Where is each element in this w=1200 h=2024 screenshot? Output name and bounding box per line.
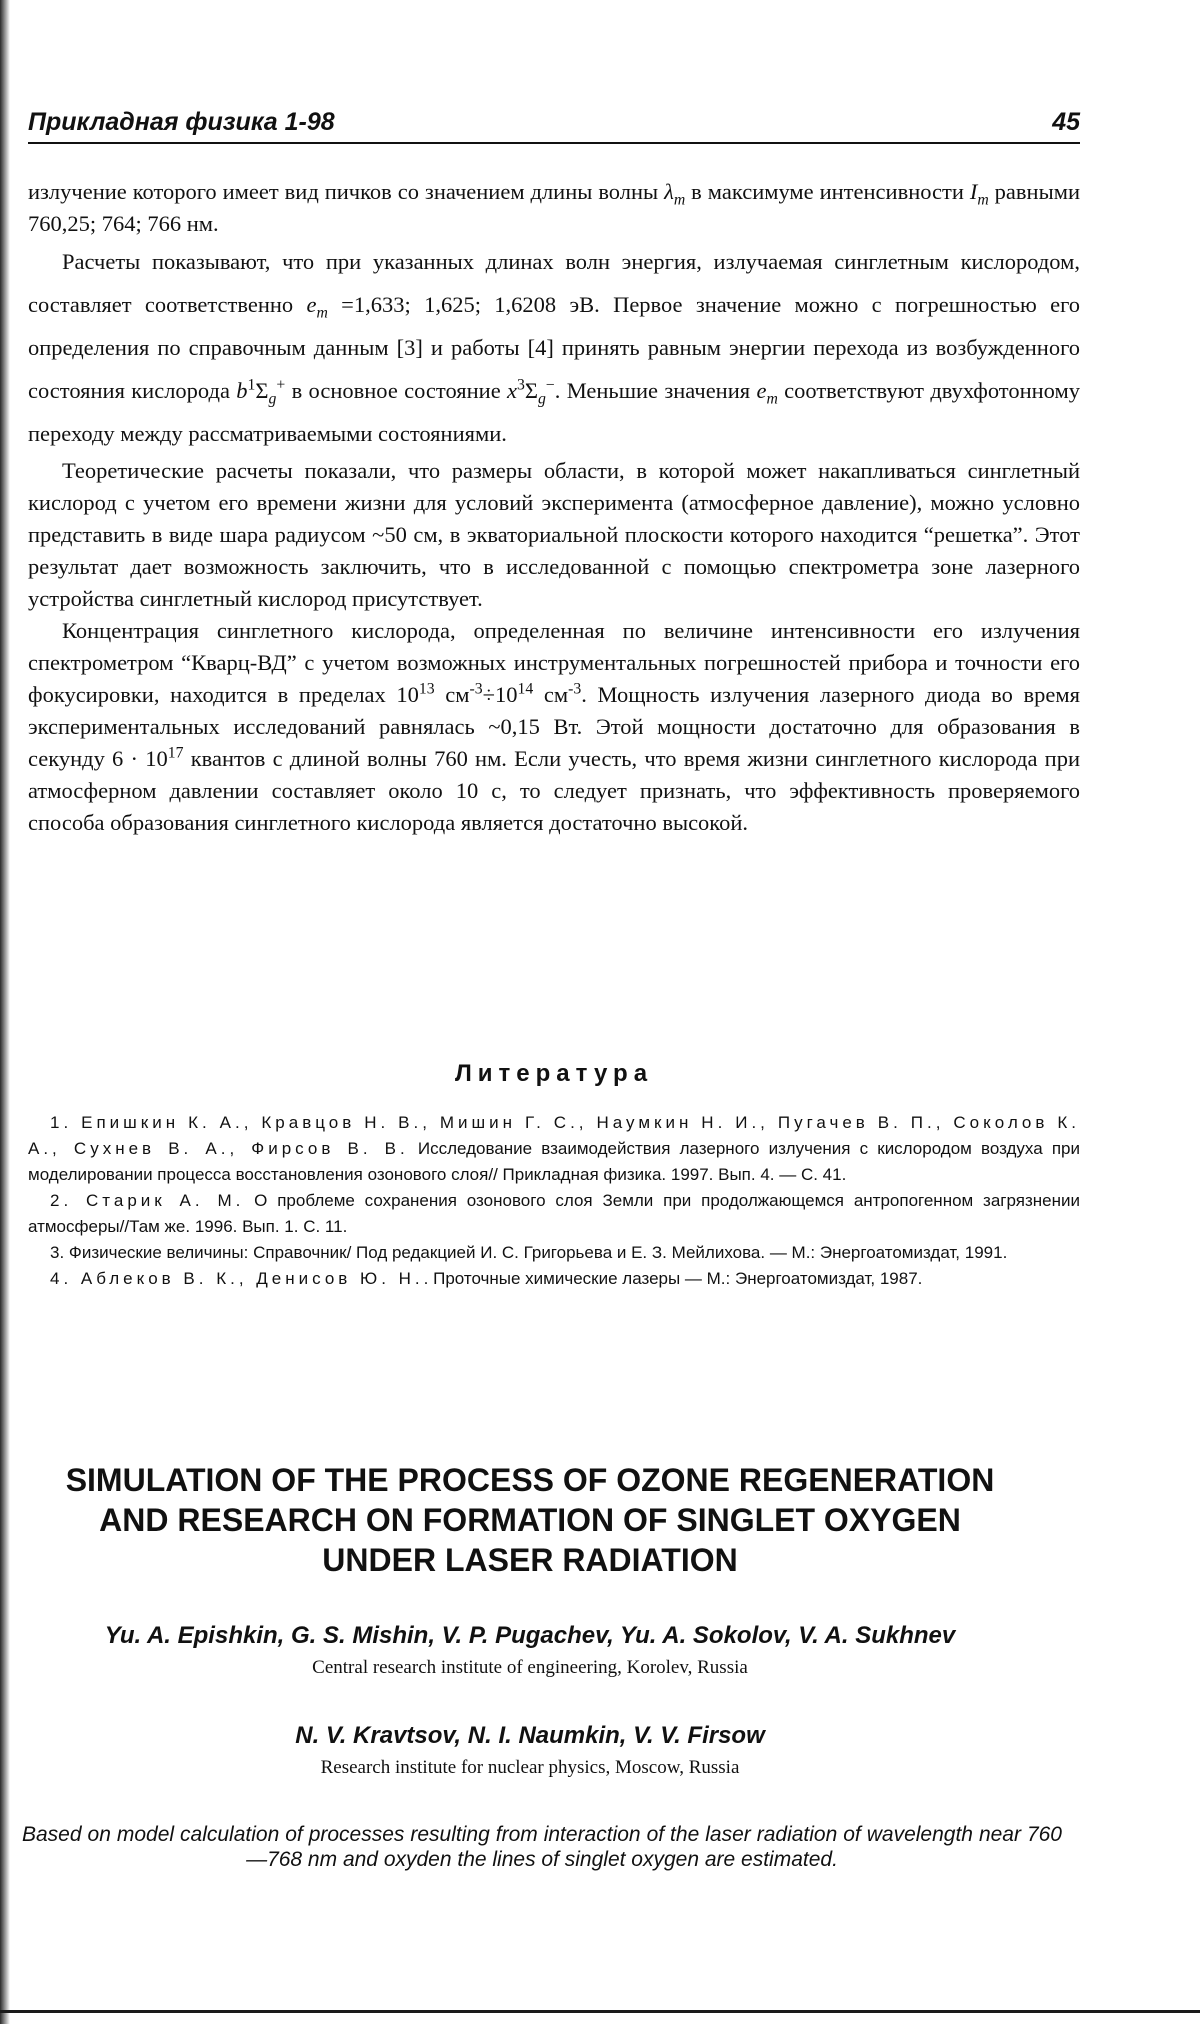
page-number: 45	[1052, 108, 1080, 136]
paragraph-1: излучение которого имеет вид пичков со значением длины волны $\lambda_m$ в максимуме интенсивности $I_m$ равными 760,25; 764; 766 нм.	[28, 179, 1080, 236]
scan-left-edge	[0, 0, 10, 2024]
references-title: Литература	[454, 1060, 654, 1087]
paragraph-3: Теоретические расчеты показали, что размеры области, в которой может накапливаться синглетный кислород с учетом его времени жизни для условий эксперимента (атмосферное давление), можно условно представить в виде шара радиусом ~50 см, в экваториальной плоскости которого находится “решетка”. Этот результат дает возможность заключить, что в исследованной с помощью спектрометра зоне лазерного устройства синглетный кислород присутствует.	[28, 458, 1080, 611]
reference-3: 3. Физические величины: Справочник/ Под редакцией И. С. Григорьева и Е. З. Мейлихова. — М.: Энергоатомиздат, 1991.	[50, 1243, 1008, 1262]
paragraph-4: Концентрация синглетного кислорода, определенная по величине интенсивности его излучения спектрометром “Кварц-ВД” с учетом возможных инструментальных погрешностей прибора и точности его фокусировки, находится в пределах $10^{13}$ $см^{-3}\div 10^{14}$ $см^{-3}$. Мощность излучения лазерного диода во время экспериментальных исследований равнялась ~0,15 Вт. Этой мощности достаточно для образования в секунду $6 \cdot 10^{17}$ квантов с длиной волны 760 нм. Если учесть, что время жизни синглетного кислорода при атмосферном давлении составляет около 10 с, то следует признать, что эффективность проверяемого способа образования синглетного кислорода является достаточно высокой.	[28, 618, 1081, 835]
authors-group-1: Yu. A. Epishkin, G. S. Mishin, V. P. Pugachev, Yu. A. Sokolov, V. A. Sukhnev	[104, 1622, 956, 1649]
english-title-line-1: SIMULATION OF THE PROCESS OF OZONE REGENERATION	[65, 1462, 995, 1498]
affiliation-1: Central research institute of engineering, Korolev, Russia	[312, 1657, 748, 1678]
english-abstract: Based on model calculation of processes resulting from interaction of the laser radiation of wavelength near 760—768 nm and oxyden the lines of singlet oxygen are estimated.	[22, 1823, 1062, 1871]
reference-4: 4. Аблеков В. К., Денисов Ю. Н.. Проточные химические лазеры — М.: Энергоатомиздат, 1987.	[50, 1269, 923, 1288]
english-title-line-2: AND RESEARCH ON FORMATION OF SINGLET OXYGEN	[99, 1502, 961, 1538]
paragraph-2: Расчеты показывают, что при указанных длинах волн энергия, излучаемая синглетным кислородом, составляет соответственно $e_m =1,633$; 1,625; 1,6208 эВ. Первое значение можно с погрешностью его определения по справочным данным [3] и работы [4] принять равным энергии перехода из возбужденного состояния кислорода $b^1\Sigma_g^+$ в основное состояние $x^3\Sigma_g^-$. Меньшие значения $e_m$ соответствуют двухфотонному переходу между рассматриваемыми состояниями.	[28, 249, 1080, 446]
running-head	[28, 108, 1080, 144]
scan-bottom-edge	[0, 2010, 1200, 2013]
authors-group-2: N. V. Kravtsov, N. I. Naumkin, V. V. Firsow	[295, 1722, 765, 1749]
reference-1: 1. Епишкин К. А., Кравцов Н. В., Мишин Г. С., Наумкин Н. И., Пугачев В. П., Соколов К. А., Сухнев В. А., Фирсов В. В. Исследование взаимодействия лазерного излучения с кислородом воздуха при моделировании процесса восстановления озонового слоя// Прикладная физика. 1997. Вып. 4. — С. 41.	[28, 1113, 1080, 1184]
journal-title: Прикладная физика 1-98	[28, 108, 335, 136]
references-list	[28, 1110, 1080, 1292]
reference-2: 2. Старик А. М. О проблеме сохранения озонового слоя Земли при продолжающемся антропогенном загрязнении атмосферы//Там же. 1996. Вып. 1. С. 11.	[28, 1191, 1080, 1236]
affiliation-2: Research institute for nuclear physics, Moscow, Russia	[320, 1757, 740, 1778]
english-title-line-3: UNDER LASER RADIATION	[322, 1542, 738, 1578]
article-body	[28, 176, 1080, 839]
english-title	[0, 1460, 1060, 1580]
